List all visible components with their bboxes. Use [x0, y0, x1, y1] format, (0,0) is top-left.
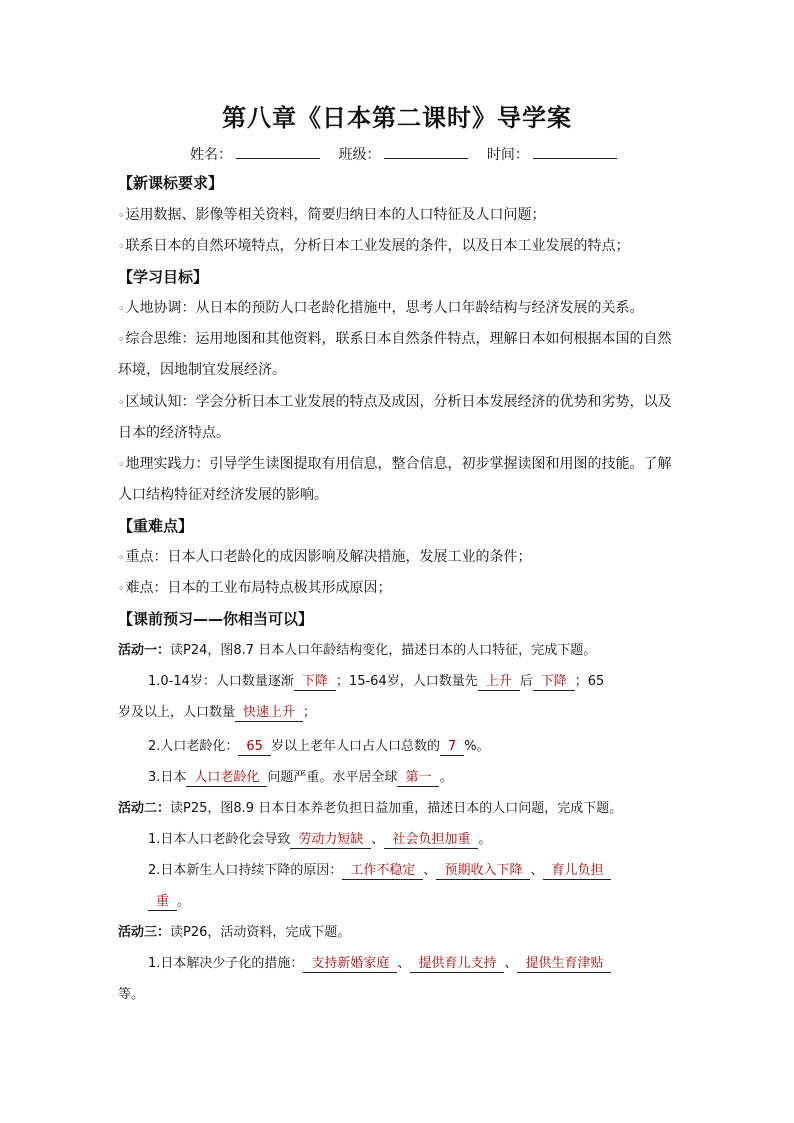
q-text: 2.人口老龄化：: [148, 739, 239, 754]
q-text: 岁及以上，人口数量: [118, 705, 236, 720]
q-text: 1.日本解决少子化的措施：: [148, 956, 304, 971]
activity-1-q1: [148, 670, 604, 691]
page-title: 第八章《日本第二课时》导学案: [222, 103, 572, 132]
goal-item-cont: 人口结构特征对经济发展的影响。: [118, 487, 328, 503]
activity-3-q1: [148, 952, 611, 973]
class-blank[interactable]: [384, 146, 468, 159]
answer-blank[interactable]: 上升: [478, 674, 520, 691]
activity-2-q2-cont: [148, 890, 190, 911]
q-text: 3.日本: [148, 770, 187, 785]
answer-blank[interactable]: 育儿负担: [543, 863, 611, 880]
activity-1-q2: [148, 735, 490, 756]
q-text: 1.0-14岁：人口数量逐渐: [148, 674, 294, 689]
activity-2-q2: [148, 859, 611, 880]
section-preview: 【课前预习——你相当可以】: [118, 610, 314, 628]
activity-2-q1: [148, 828, 491, 849]
activity-3-text: 读P26，活动资料，完成下题。: [170, 925, 351, 940]
q-text: 1.日本人口老龄化会导致: [148, 832, 291, 847]
activity-2-label: 活动二：: [118, 801, 171, 816]
q-text: 、: [397, 956, 411, 971]
activity-1-intro: [118, 639, 596, 658]
q-text: 。: [177, 894, 191, 909]
q-text: 。: [478, 832, 492, 847]
q-text: 问题严重。水平居全球: [267, 770, 398, 785]
q-text: 、: [371, 832, 385, 847]
q-text: 、: [530, 863, 544, 878]
answer-blank[interactable]: 工作不稳定: [342, 863, 423, 880]
class-label: 班级：: [338, 147, 381, 163]
q-text: 2.日本新生人口持续下降的原因：: [148, 863, 343, 878]
answer-blank[interactable]: 快速上升: [235, 705, 303, 722]
activity-1-q3: [148, 766, 452, 787]
answer-blank[interactable]: 下降: [533, 674, 575, 691]
answer-blank[interactable]: 重: [148, 894, 177, 911]
q-text: ；: [303, 705, 317, 720]
section-curriculum: 【新课标要求】: [118, 174, 224, 192]
activity-3-q1-cont: 等。: [118, 987, 145, 1002]
name-blank[interactable]: [236, 146, 320, 159]
answer-blank[interactable]: 预期收入下降: [436, 863, 530, 880]
name-label: 姓名：: [190, 147, 232, 163]
student-info-row: [190, 144, 631, 164]
activity-3-label: 活动三：: [118, 925, 171, 940]
q-text: ；15-64岁，人口数量先: [335, 674, 478, 689]
curriculum-item: ◦ 联系日本的自然环境特点，分析日本工业发展的条件，以及日本工业发展的特点；: [118, 235, 630, 255]
time-label: 时间：: [486, 147, 529, 163]
goal-item-cont: 日本的经济特点。: [118, 425, 230, 441]
time-blank[interactable]: [533, 146, 617, 159]
curriculum-item: ◦ 运用数据、影像等相关资料，简要归纳日本的人口特征及人口问题；: [118, 204, 546, 224]
activity-1-label: 活动一：: [118, 643, 171, 658]
activity-1-text: 读P24，图8.7 日本人口年龄结构变化，描述日本的人口特征，完成下题。: [170, 643, 597, 658]
goal-item: ◦ 地理实践力：引导学生读图提取有用信息，整合信息，初步掌握读图和用图的技能。了解: [118, 453, 672, 473]
q-text: 。: [439, 770, 453, 785]
q-text: 、: [504, 956, 518, 971]
answer-blank[interactable]: 下降: [294, 674, 336, 691]
section-goals: 【学习目标】: [118, 268, 209, 286]
answer-blank[interactable]: 7: [440, 739, 464, 756]
activity-2-intro: [118, 797, 622, 816]
answer-blank[interactable]: 提供育儿支持: [410, 956, 504, 973]
activity-2-text: 读P25，图8.9 日本日本养老负担日益加重，描述日本的人口问题，完成下题。: [170, 801, 623, 816]
activity-3-intro: [118, 921, 350, 940]
q-text: %。: [464, 739, 490, 754]
section-keypoints: 【重难点】: [118, 517, 194, 535]
key-item: ◦ 重点：日本人口老龄化的成因影响及解决措施，发展工业的条件；: [118, 546, 532, 566]
goal-item: ◦ 人地协调：从日本的预防人口老龄化措施中，思考人口年龄结构与经济发展的关系。: [118, 297, 644, 317]
answer-blank[interactable]: 提供生育津贴: [517, 956, 611, 973]
goal-item: ◦ 综合思维：运用地图和其他资料，联系日本自然条件特点，理解日本如何根据本国的自然: [118, 328, 672, 348]
answer-blank[interactable]: 支持新婚家庭: [303, 956, 397, 973]
answer-blank[interactable]: 第一: [397, 770, 439, 787]
key-item: ◦ 难点：日本的工业布局特点极其形成原因；: [118, 577, 392, 597]
answer-blank[interactable]: 人口老龄化: [186, 770, 267, 787]
answer-blank[interactable]: 社会负担加重: [384, 832, 478, 849]
activity-1-q1-cont: [118, 701, 316, 722]
goal-item-cont: 环境，因地制宜发展经济。: [118, 362, 286, 378]
q-text: 后: [519, 674, 533, 689]
q-text: 岁以上老年人口占人口总数的: [270, 739, 440, 754]
q-text: ；65: [574, 674, 605, 689]
answer-blank[interactable]: 劳动力短缺: [290, 832, 371, 849]
goal-item: ◦ 区域认知：学会分析日本工业发展的特点及成因，分析日本发展经济的优势和劣势，以及: [118, 391, 672, 411]
answer-blank[interactable]: 65: [238, 739, 271, 756]
q-text: 、: [423, 863, 437, 878]
